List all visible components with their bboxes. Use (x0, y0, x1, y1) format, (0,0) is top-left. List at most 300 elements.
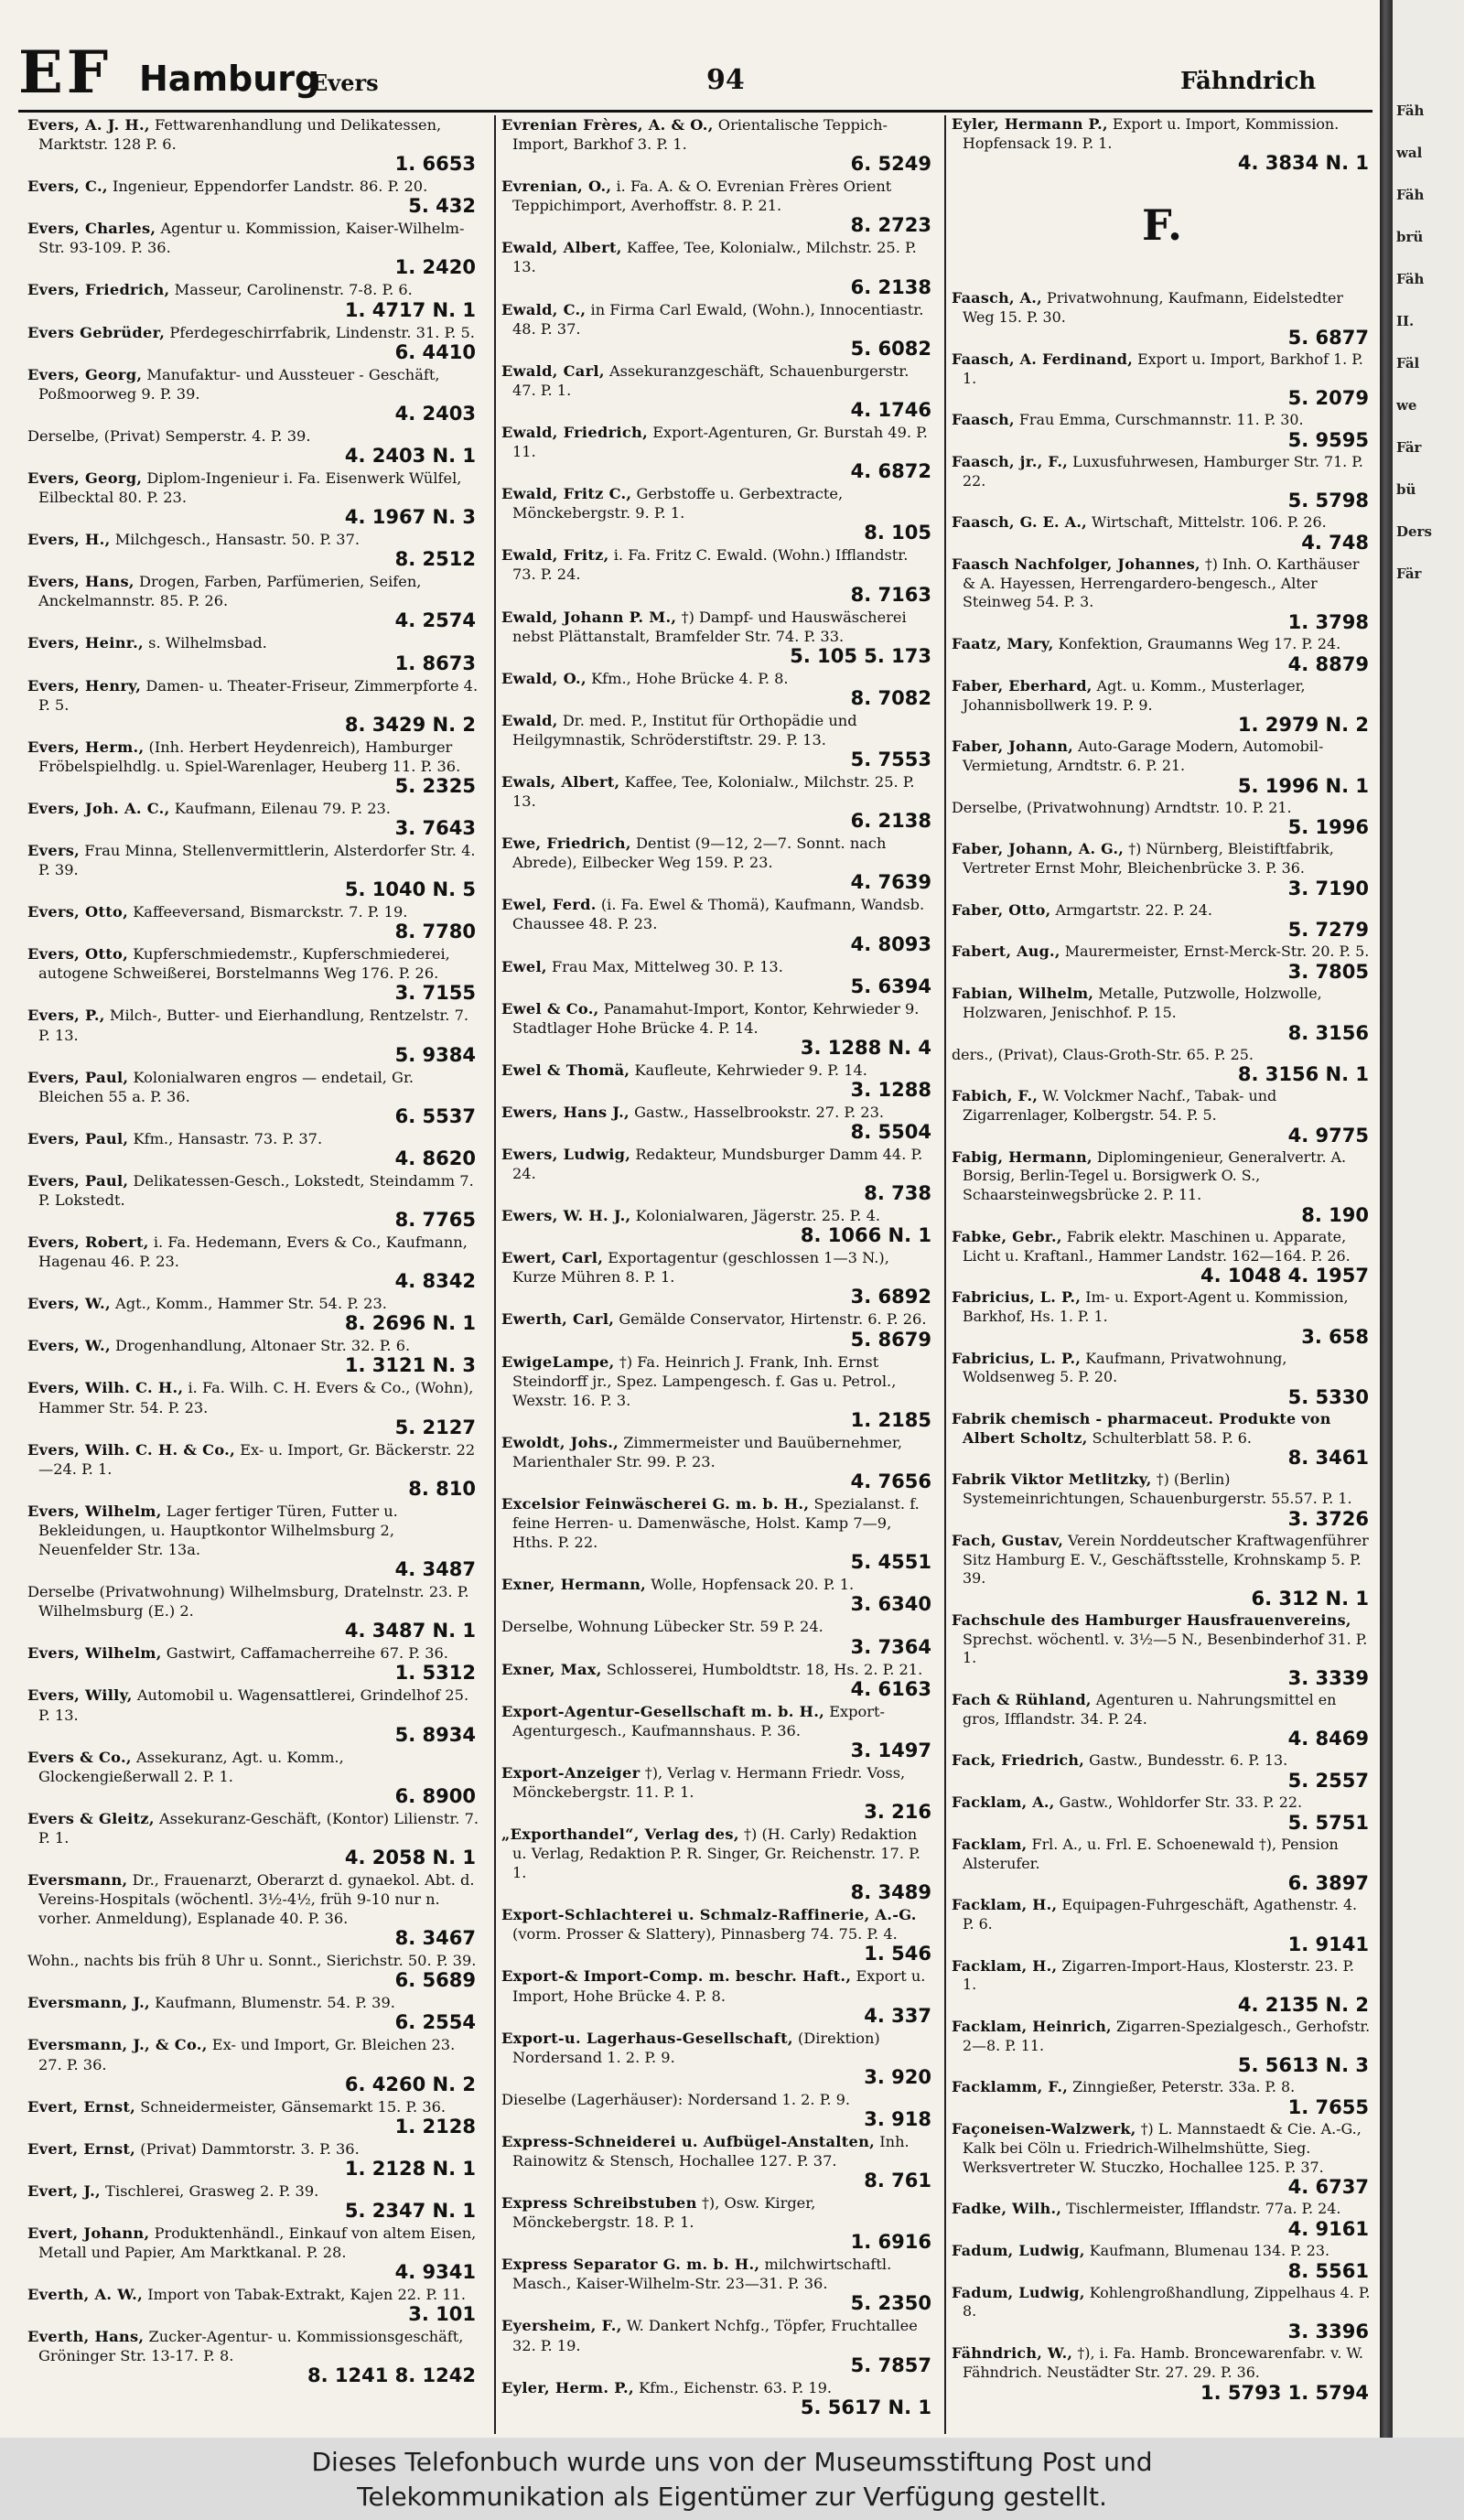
entry-phone-number: 5. 2350 (850, 2292, 931, 2315)
directory-entry (27, 1233, 479, 1292)
entry-phone-number: 3. 216 (864, 1800, 931, 1823)
directory-entry (952, 2344, 1372, 2403)
entry-name: Evers, (27, 841, 81, 859)
entry-phone-number: 3. 3396 (1287, 2321, 1369, 2343)
directory-entry (27, 1294, 479, 1334)
entry-name: Facklam, H., (952, 1956, 1058, 1975)
entry-name: Evers, Willy, (27, 1686, 133, 1705)
entry-phone-number: 3. 101 (408, 2303, 476, 2326)
directory-entry (27, 1068, 479, 1127)
entry-phone-number: 8. 7163 (850, 583, 931, 606)
entry-details: Im- u. Export-Agent u. Kommission, Barkhof, Hs. 1. P. 1. (963, 1288, 1349, 1325)
entry-phone-number: 1. 6916 (850, 2231, 931, 2254)
entry-phone-number: 4. 3487 N. 1 (344, 1620, 476, 1642)
adjacent-page-fragment: II. (1396, 313, 1415, 329)
directory-entry (952, 1228, 1372, 1287)
entry-name: Faatz, Mary, (952, 635, 1054, 653)
entry-name: Evers, Wilhelm, (27, 1502, 162, 1520)
directory-entry (501, 1702, 935, 1761)
entry-phone-number: 5. 2079 (1287, 387, 1369, 410)
entry-name: Export-& Import-Comp. m. beschr. Haft., (501, 1967, 852, 1986)
entry-phone-number: 1. 7655 (1287, 2096, 1369, 2119)
adjacent-page-fragment: Ders (1396, 523, 1432, 540)
directory-entry (501, 1103, 935, 1143)
entry-name: Ewald, Carl, (501, 361, 605, 380)
entry-details: Kfm., Hansastr. 73. P. 37. (133, 1129, 323, 1147)
entry-details: Agentur u. Kommission, Kaiser-Wilhelm-Str. 93-109. P. 36. (38, 220, 465, 257)
entry-details: in Firma Carl Ewald, (Wohn.), Innocentiastr. 48. P. 37. (512, 300, 924, 338)
directory-entry (952, 901, 1372, 942)
directory-entry (501, 1206, 935, 1246)
entry-phone-number: 6. 4410 (394, 340, 476, 363)
directory-entry (27, 1171, 479, 1231)
footer-line-1: Dieses Telefonbuch wurde uns von der Museumsstiftung Post und (311, 2447, 1153, 2477)
adjacent-page-fragment: we (1396, 397, 1417, 414)
entry-name: Fabrik chemisch - pharmaceut. Produkte von Albert Scholtz, (952, 1410, 1331, 1447)
entry-name: Faasch Nachfolger, Johannes, (952, 555, 1200, 574)
directory-entry (501, 608, 935, 667)
entry-details: Panamahut-Import, Kontor, Kehrwieder 9. Stadtlager Hohe Brücke 4. P. 14. (512, 999, 920, 1037)
entry-phone-number: 4. 748 (1301, 532, 1369, 555)
entry-details: Assekuranz-Geschäft, (Kontor) Lilienstr. 7. P. 1. (38, 1809, 479, 1847)
entry-name: Fach, Gustav, (952, 1531, 1064, 1549)
entry-phone-number: 4. 8093 (850, 932, 931, 955)
entry-details: Kolonialwaren engros — endetail, Gr. Bleichen 55 a. P. 36. (38, 1068, 414, 1105)
entry-details: Wirtschaft, Mittelstr. 106. P. 26. (1092, 513, 1327, 532)
entry-phone-number: 6. 2554 (394, 2011, 476, 2034)
entry-phone-number: 3. 1288 N. 4 (800, 1036, 931, 1059)
entry-phone-number: 6. 4260 N. 2 (344, 2073, 476, 2095)
entry-details: Agt., Komm., Hammer Str. 54. P. 23. (115, 1295, 387, 1313)
directory-entry (952, 1148, 1372, 1226)
adjacent-page-fragment: Fäl (1396, 355, 1420, 372)
entry-phone-number: 1. 8673 (394, 652, 476, 674)
entry-details: Konfektion, Graumanns Weg 17. P. 24. (1058, 635, 1341, 653)
entry-details: Dr. med. P., Institut für Orthopädie und Heilgymnastik, Schröderstiftstr. 29. P. 13. (512, 711, 857, 748)
entry-phone-number: 4. 1746 (850, 398, 931, 421)
entry-details: Equipagen-Fuhrgeschäft, Agathenstr. 4. P. 6. (963, 1896, 1358, 1933)
entry-phone-number: 4. 1967 N. 3 (344, 506, 476, 529)
entry-phone-number: 5. 5330 (1287, 1386, 1369, 1409)
entry-name: Façoneisen-Walzwerk, (952, 2120, 1136, 2138)
entry-phone-number: 8. 3429 N. 2 (344, 713, 476, 736)
entry-phone-number: 4. 2058 N. 1 (344, 1846, 476, 1868)
directory-entry (27, 468, 479, 528)
directory-entry (27, 530, 479, 570)
directory-entry (27, 633, 479, 673)
entry-details: Export u. Import, Kommission. Hopfensack 19. P. 1. (963, 115, 1340, 152)
entry-phone-number: 1. 6653 (394, 153, 476, 176)
entry-name: Fadum, Ludwig, (952, 2283, 1085, 2301)
entry-name: Ewers, W. H. J., (501, 1207, 631, 1225)
entry-details: Kaufmann, Blumenstr. 54. P. 39. (155, 1994, 395, 2012)
entry-details: Spezialanst. f. feine Herren- u. Damenwäsche, Holst. Kamp 7—9, Hths. P. 22. (512, 1495, 920, 1552)
entry-phone-number: 4. 3834 N. 1 (1237, 152, 1369, 175)
entry-name: Evers, Henry, (27, 676, 142, 695)
directory-entry (501, 2255, 935, 2314)
entry-details: (i. Fa. Ewel & Thomä), Kaufmann, Wandsb. Chaussee 48. P. 23. (512, 896, 925, 933)
entry-phone-number: 1. 546 (864, 1943, 931, 1965)
directory-entry (952, 1751, 1372, 1792)
column-2 (494, 115, 941, 2434)
entry-name: Ewald, O., (501, 669, 587, 687)
entry-name: Fadke, Wilh., (952, 2200, 1062, 2218)
entry-name: Eversmann, J., (27, 1994, 150, 2012)
entry-name: Express-Schneiderei u. Aufbügel-Anstalten, (501, 2132, 876, 2150)
directory-entry (952, 555, 1372, 633)
entry-name: Eyler, Herm. P., (501, 2378, 634, 2396)
directory-entry (501, 1905, 935, 1965)
directory-entry (501, 1494, 935, 1573)
directory-entry (952, 1836, 1372, 1894)
entry-name: Evers, Wilh. C. H. & Co., (27, 1440, 236, 1459)
entry-details: Produktenhändl., Einkauf von altem Eisen, Metall und Papier, Am Marktkanal. P. 28. (38, 2224, 477, 2261)
entry-name: Evers, Heinr., (27, 634, 144, 652)
entry-phone-number: 6. 8900 (394, 1784, 476, 1807)
directory-entry (952, 350, 1372, 409)
entry-details: Luxusfuhrwesen, Hamburger Str. 71. P. 22. (963, 452, 1363, 490)
entry-phone-number: 3. 6340 (850, 1593, 931, 1616)
directory-entry (952, 1793, 1372, 1834)
entry-name: Faber, Otto, (952, 900, 1051, 919)
entry-name: Ewald, (501, 711, 558, 729)
directory-entry (27, 676, 479, 736)
entry-name: Evers, Herm., (27, 738, 145, 756)
directory-entry (27, 2224, 479, 2283)
directory-entry (27, 2097, 479, 2138)
entry-details: Kolonialwaren, Jägerstr. 25. P. 4. (635, 1207, 881, 1225)
entry-details: Kohlengroßhandlung, Zippelhaus 4. P. 8. (963, 2283, 1371, 2321)
entry-name: Ewals, Albert, (501, 772, 620, 791)
entry-details: Fettwarenhandlung und Delikatessen, Marktstr. 128 P. 6. (38, 116, 442, 154)
entry-details: Schneidermeister, Gänsemarkt 15. P. 36. (140, 2097, 447, 2116)
entry-phone-number: 5. 5613 N. 3 (1237, 2054, 1369, 2077)
entry-phone-number: 4. 2403 N. 1 (344, 444, 476, 467)
entry-details: Export-Agenturgesch., Kaufmannshaus. P. 36. (512, 1702, 885, 1739)
entry-details: Kfm., Hohe Brücke 4. P. 8. (591, 669, 789, 687)
entry-phone-number: 8. 2512 (394, 548, 476, 571)
entry-details: Diplomingenieur, Generalvertr. A. Borsig, Berlin-Tegel u. Borsigwerk O. S., Schaarsteinwegsbrücke 2. P. 11. (963, 1147, 1347, 1204)
entry-phone-number: 8. 7765 (394, 1209, 476, 1232)
entry-name: Ewald, Friedrich, (501, 423, 649, 441)
directory-entry (952, 1288, 1372, 1347)
entry-details: †) L. Mannstaedt & Cie. A.-G., Kalk bei Cöln u. Friedrich-Wilhelmshütte, Sieg. Werksvertreter W. Stuczko, Hochallee 125. P. 37. (963, 2120, 1362, 2176)
directory-entry (27, 799, 479, 839)
entry-details: s. Wilhelmsbad. (148, 634, 267, 652)
directory-entry (952, 1691, 1372, 1750)
entry-name: Ewers, Hans J., (501, 1103, 630, 1121)
entry-name: „Exporthandel“, Verlag des, (501, 1825, 739, 1843)
entry-details: Export u. Import, Barkhof 1. P. 1. (963, 350, 1363, 387)
entry-name: Evers, Charles, (27, 220, 156, 238)
directory-entry (501, 115, 935, 175)
entry-details: Damen- u. Theater-Friseur, Zimmerpforte 4. P. 5. (38, 676, 479, 714)
entry-details: Export u. Import, Hohe Brücke 4. P. 8. (512, 1967, 926, 2005)
directory-entry (952, 513, 1372, 554)
entry-phone-number: 4. 8342 (394, 1270, 476, 1293)
entry-details: Agt. u. Komm., Musterlager, Johannisbollwerk 19. P. 9. (963, 676, 1306, 714)
entry-details: Orientalische Teppich-Import, Barkhof 3. P. 1. (512, 116, 888, 154)
entry-name: Fabian, Wilhelm, (952, 985, 1094, 1003)
entry-name: Exner, Max, (501, 1660, 602, 1678)
entry-phone-number: 8. 761 (864, 2170, 931, 2192)
entry-details: i. Fa. Fritz C. Ewald. (Wohn.) Ifflandstr. 73. P. 24. (512, 546, 909, 584)
entry-name: Evers & Gleitz, (27, 1809, 155, 1827)
entry-phone-number: 3. 6892 (850, 1286, 931, 1308)
entry-phone-number: 1. 5312 (394, 1662, 476, 1685)
directory-entry (952, 453, 1372, 512)
entry-name: Evers, C., (27, 178, 108, 196)
entry-details: Frau Max, Mittelweg 30. P. 13. (552, 957, 783, 975)
entry-phone-number: 5. 1996 N. 1 (1237, 774, 1369, 797)
directory-entry (501, 2316, 935, 2375)
directory-entry (501, 772, 935, 832)
entry-details: Schulterblatt 58. P. 6. (1092, 1428, 1252, 1447)
entry-details: Kaffee, Tee, Kolonialw., Milchstr. 25. P. 13. (512, 239, 917, 276)
directory-entry (27, 1748, 479, 1807)
entry-name: Fach & Rühland, (952, 1691, 1092, 1709)
entry-name: Evers, W., (27, 1295, 111, 1313)
entry-details: †), i. Fa. Hamb. Broncewarenfabr. v. W. Fähndrich. Neustädter Str. 27. 29. P. 36. (963, 2344, 1363, 2381)
entry-details: Drogen, Farben, Parfümerien, Seifen, Anckelmannstr. 85. P. 26. (38, 573, 422, 610)
entry-details: Gastw., Wohldorfer Str. 33. P. 22. (1059, 1793, 1303, 1812)
entry-name: Fack, Friedrich, (952, 1751, 1085, 1770)
directory-entry (501, 1061, 935, 1101)
entry-name: Evers, Otto, (27, 945, 129, 964)
entry-name: Fabricius, L. P., (952, 1288, 1082, 1307)
entry-phone-number: 8. 5561 (1287, 2259, 1369, 2282)
entry-details: Zucker-Agentur- u. Kommissionsgeschäft, Gröninger Str. 13-17. P. 8. (38, 2328, 464, 2365)
entry-name: Evert, Ernst, (27, 2097, 136, 2116)
directory-entry (27, 2181, 479, 2222)
entry-name: Faasch, A. Ferdinand, (952, 350, 1134, 368)
entry-phone-number: 3. 7364 (850, 1635, 931, 1658)
entry-phone-number: 1. 2128 N. 1 (344, 2157, 476, 2180)
entry-name: Fachschule des Hamburger Hausfrauenvereins, (952, 1610, 1351, 1629)
adjacent-page-fragment: Fär (1396, 439, 1422, 456)
entry-details: Lager fertiger Türen, Futter u. Bekleidungen, u. Hauptkontor Wilhelmsburg 2, Neuenfelder Str. 13a. (38, 1502, 398, 1559)
entry-name: Evers, A. J. H., (27, 116, 150, 134)
header-first-word: Evers (311, 70, 379, 96)
directory-entry (952, 289, 1372, 348)
entry-name: Evers, H., (27, 531, 111, 549)
entry-details: †) Fa. Heinrich J. Frank, Inh. Ernst Steindorff jr., Spez. Lampengesch. f. Gas u. Petrol., Wexstr. 16. P. 3. (512, 1352, 897, 1409)
entry-phone-number: 5. 2347 N. 1 (344, 2199, 476, 2222)
directory-entry (952, 635, 1372, 675)
entry-details: i. Fa. Hedemann, Evers & Co., Kaufmann, Hagenau 46. P. 23. (38, 1233, 468, 1271)
entry-name: Evers, W., (27, 1337, 111, 1355)
entry-details: Assekuranz, Agt. u. Komm., Glockengießerwall 2. P. 1. (38, 1748, 344, 1785)
entry-details: Tischlerei, Grasweg 2. P. 39. (105, 2181, 319, 2200)
directory-entry (952, 2200, 1372, 2240)
entry-details: Pferdegeschirrfabrik, Lindenstr. 31. P. 5. (169, 323, 475, 341)
directory-entry (27, 944, 479, 1004)
entry-phone-number: 6. 5537 (394, 1104, 476, 1127)
entry-phone-number: 3. 3726 (1287, 1507, 1369, 1530)
entry-details: W. Dankert Nchfg., Töpfer, Fruchtallee 32. P. 19. (512, 2317, 918, 2354)
directory-entry (501, 1145, 935, 1204)
entry-details: ders., (Privat), Claus-Groth-Str. 65. P. 25. (952, 1045, 1254, 1063)
entry-name: Ewel & Thomä, (501, 1061, 630, 1079)
entry-details: Frl. A., u. Frl. E. Schoenewald †), Pension Alsterufer. (963, 1835, 1339, 1872)
entry-name: EwigeLampe, (501, 1352, 615, 1371)
directory-entry (501, 1309, 935, 1350)
entry-details: Fabrik elektr. Maschinen u. Apparate, Licht u. Kraftanl., Hammer Landstr. 162—164. P. 26. (963, 1227, 1351, 1265)
entry-details: Zinngießer, Peterstr. 33a. P. 8. (1072, 2078, 1296, 2096)
entry-name: Evrenian, O., (501, 178, 612, 196)
entry-phone-number: 6. 2138 (850, 275, 931, 298)
entry-phone-number: 1. 9141 (1287, 1933, 1369, 1955)
entry-phone-number: 8. 810 (408, 1477, 476, 1500)
entry-phone-number: 5. 6082 (850, 337, 931, 360)
entry-name: Evers, Wilhelm, (27, 1644, 162, 1663)
entry-phone-number: 5. 432 (408, 195, 476, 218)
directory-entry (501, 895, 935, 954)
entry-details: Gastw., Bundesstr. 6. P. 13. (1089, 1751, 1288, 1770)
directory-entry (27, 365, 479, 425)
entry-details: Tischlermeister, Ifflandstr. 77a. P. 24. (1066, 2200, 1341, 2218)
entry-details: Kaufleute, Kehrwieder 9. P. 14. (634, 1061, 867, 1079)
directory-entry (501, 2029, 935, 2088)
entry-name: Evers, Paul, (27, 1129, 129, 1147)
page-header (18, 37, 1372, 113)
directory-entry (27, 1870, 479, 1949)
entry-details: †), Osw. Kirger, Mönckebergstr. 18. P. 1. (512, 2194, 816, 2232)
entry-name: Export-Schlachterei u. Schmalz-Raffinerie, A.-G. (501, 1906, 917, 1924)
entry-details: Automobil u. Wagensattlerei, Grindelhof 25. P. 13. (38, 1686, 469, 1724)
directory-entry (27, 1951, 479, 1991)
entry-phone-number: 3. 7190 (1287, 877, 1369, 899)
entry-phone-number: 1. 4717 N. 1 (344, 298, 476, 321)
directory-entry (501, 1763, 935, 1823)
directory-entry (27, 323, 479, 363)
entry-phone-number: 5. 105 5. 173 (790, 644, 931, 667)
entry-phone-number: 8. 7082 (850, 686, 931, 709)
entry-phone-number: 5. 9384 (394, 1043, 476, 1066)
entry-details: Gastwirt, Caffamacherreihe 67. P. 36. (166, 1644, 448, 1663)
adjacent-page-fragment: Fäh (1396, 187, 1425, 203)
entry-name: Ewald, Johann P. M., (501, 608, 677, 626)
entry-phone-number: 4. 337 (864, 2004, 931, 2027)
directory-entry (952, 1532, 1372, 1610)
entry-name: Facklam, Heinrich, (952, 2018, 1112, 2036)
entry-name: Evers, Joh. A. C., (27, 799, 170, 817)
entry-name: Evers, Friedrich, (27, 281, 170, 299)
directory-entry (501, 1352, 935, 1431)
directory-entry (27, 1336, 479, 1376)
entry-phone-number: 6. 2138 (850, 810, 931, 833)
entry-name: Fabricius, L. P., (952, 1349, 1082, 1367)
entry-phone-number: 8. 3489 (850, 1881, 931, 1904)
entry-phone-number: 3. 3339 (1287, 1667, 1369, 1690)
directory-entry (952, 1350, 1372, 1408)
entry-name: Export-Anzeiger (501, 1763, 640, 1782)
directory-entry (27, 219, 479, 278)
entry-name: Express Separator G. m. b. H., (501, 2256, 760, 2274)
directory-entry (27, 2327, 479, 2386)
directory-entry (952, 2018, 1372, 2076)
entry-name: Evers, P., (27, 1007, 105, 1025)
entry-name: Evers, Wilh. C. H., (27, 1379, 184, 1397)
entry-details: Wolle, Hopfensack 20. P. 1. (651, 1576, 855, 1594)
entry-phone-number: 8. 3156 N. 1 (1237, 1063, 1369, 1086)
entry-details: Auto-Garage Modern, Automobil-Vermietung, Arndtstr. 6. P. 21. (963, 738, 1324, 774)
entry-details: Exportagentur (geschlossen 1—3 N.), Kurze Mühren 8. P. 1. (512, 1249, 889, 1287)
directory-entry (27, 1993, 479, 2033)
entry-name: Evers Gebrüder, (27, 323, 166, 341)
entry-name: Ewoldt, Johs., (501, 1433, 619, 1451)
directory-entry (952, 1087, 1372, 1146)
entry-details: Kaffeeversand, Bismarckstr. 7. P. 19. (133, 903, 408, 921)
entry-phone-number: 8. 3461 (1287, 1447, 1369, 1470)
adjacent-page-fragment: wal (1396, 145, 1423, 161)
entry-name: Faasch, G. E. A., (952, 513, 1087, 532)
directory-entry (27, 2035, 479, 2095)
entry-name: Facklam, H., (952, 1896, 1058, 1914)
directory-entry (27, 738, 479, 797)
entry-details: (vorm. Prosser & Slattery), Pinnasberg 74. 75. P. 4. (512, 1925, 898, 1944)
entry-details: Derselbe, (Privatwohnung) Arndtstr. 10. P. 21. (952, 798, 1292, 816)
entry-phone-number: 6. 312 N. 1 (1251, 1587, 1369, 1610)
directory-entry (27, 1809, 479, 1868)
directory-entry (27, 902, 479, 942)
entry-details: Import von Tabak-Extrakt, Kajen 22. P. 11. (147, 2286, 466, 2304)
directory-entry (501, 545, 935, 605)
entry-details: Inh. Rainowitz & Stensch, Hochallee 127. P. 37. (512, 2132, 910, 2170)
entry-phone-number: 5. 2325 (394, 774, 476, 797)
entry-name: Evrenian Frères, A. & O., (501, 116, 714, 134)
entry-name: Everth, Hans, (27, 2328, 145, 2346)
entry-details: (Inh. Herbert Heydenreich), Hamburger Fröbelspielhdlg. u. Spiel-Warenlager, Heuberg 11. P. 36. (38, 738, 461, 775)
entry-phone-number: 6. 3897 (1287, 1872, 1369, 1895)
entry-phone-number: 5. 7279 (1287, 919, 1369, 942)
directory-entry (27, 572, 479, 631)
directory-entry (952, 1611, 1372, 1689)
entry-phone-number: 4. 9161 (1287, 2218, 1369, 2240)
entry-phone-number: 6. 5249 (850, 153, 931, 176)
entry-name: Fadum, Ludwig, (952, 2242, 1085, 2259)
entry-details: Zigarren-Spezialgesch., Gerhofstr. 2—8. P. 11. (963, 2018, 1371, 2054)
entry-details: Agenturen u. Nahrungsmittel en gros, Ifflandstr. 34. P. 24. (963, 1691, 1337, 1728)
entry-phone-number: 4. 2403 (394, 402, 476, 425)
directory-entry (952, 1957, 1372, 2016)
entry-details: Sprechst. wöchentl. v. 3½—5 N., Besenbinderhof 31. P. 1. (963, 1630, 1368, 1667)
entry-name: Ewel, Ferd. (501, 896, 597, 914)
entry-details: Redakteur, Mundsburger Damm 44. P. 24. (512, 1146, 923, 1183)
entry-details: Schlosserei, Humboldtstr. 18, Hs. 2. P. 21. (606, 1660, 923, 1678)
entry-name: Express Schreibstuben (501, 2194, 697, 2213)
entry-details: †) Nürnberg, Bleistiftfabrik, Vertreter Ernst Mohr, Bleichenbrücke 3. P. 36. (963, 840, 1334, 878)
entry-phone-number: 8. 5504 (850, 1121, 931, 1143)
entry-details: Gastw., Hasselbrookstr. 27. P. 23. (634, 1103, 885, 1121)
entry-phone-number: 4. 9341 (394, 2261, 476, 2284)
entry-name: Faasch, jr., F., (952, 452, 1069, 470)
entry-phone-number: 5. 4551 (850, 1551, 931, 1574)
entry-name: Faber, Eberhard, (952, 676, 1093, 695)
header-letters: EF (18, 38, 113, 107)
entry-details: Kaffee, Tee, Kolonialw., Milchstr. 25. P. 13. (512, 772, 915, 811)
entry-phone-number: 3. 7643 (394, 816, 476, 839)
entry-name: Exner, Hermann, (501, 1576, 647, 1594)
directory-entry (501, 669, 935, 709)
directory-entry (501, 1575, 935, 1615)
entry-phone-number: 5. 2557 (1287, 1770, 1369, 1793)
directory-entry (501, 484, 935, 544)
entry-name: Fabert, Aug., (952, 942, 1060, 961)
entry-details: Ex- u. Import, Gr. Bäckerstr. 22—24. P. 1. (38, 1440, 476, 1478)
entry-name: Fabrik Viktor Metlitzky, (952, 1470, 1152, 1489)
entry-name: Ewerth, Carl, (501, 1310, 615, 1329)
